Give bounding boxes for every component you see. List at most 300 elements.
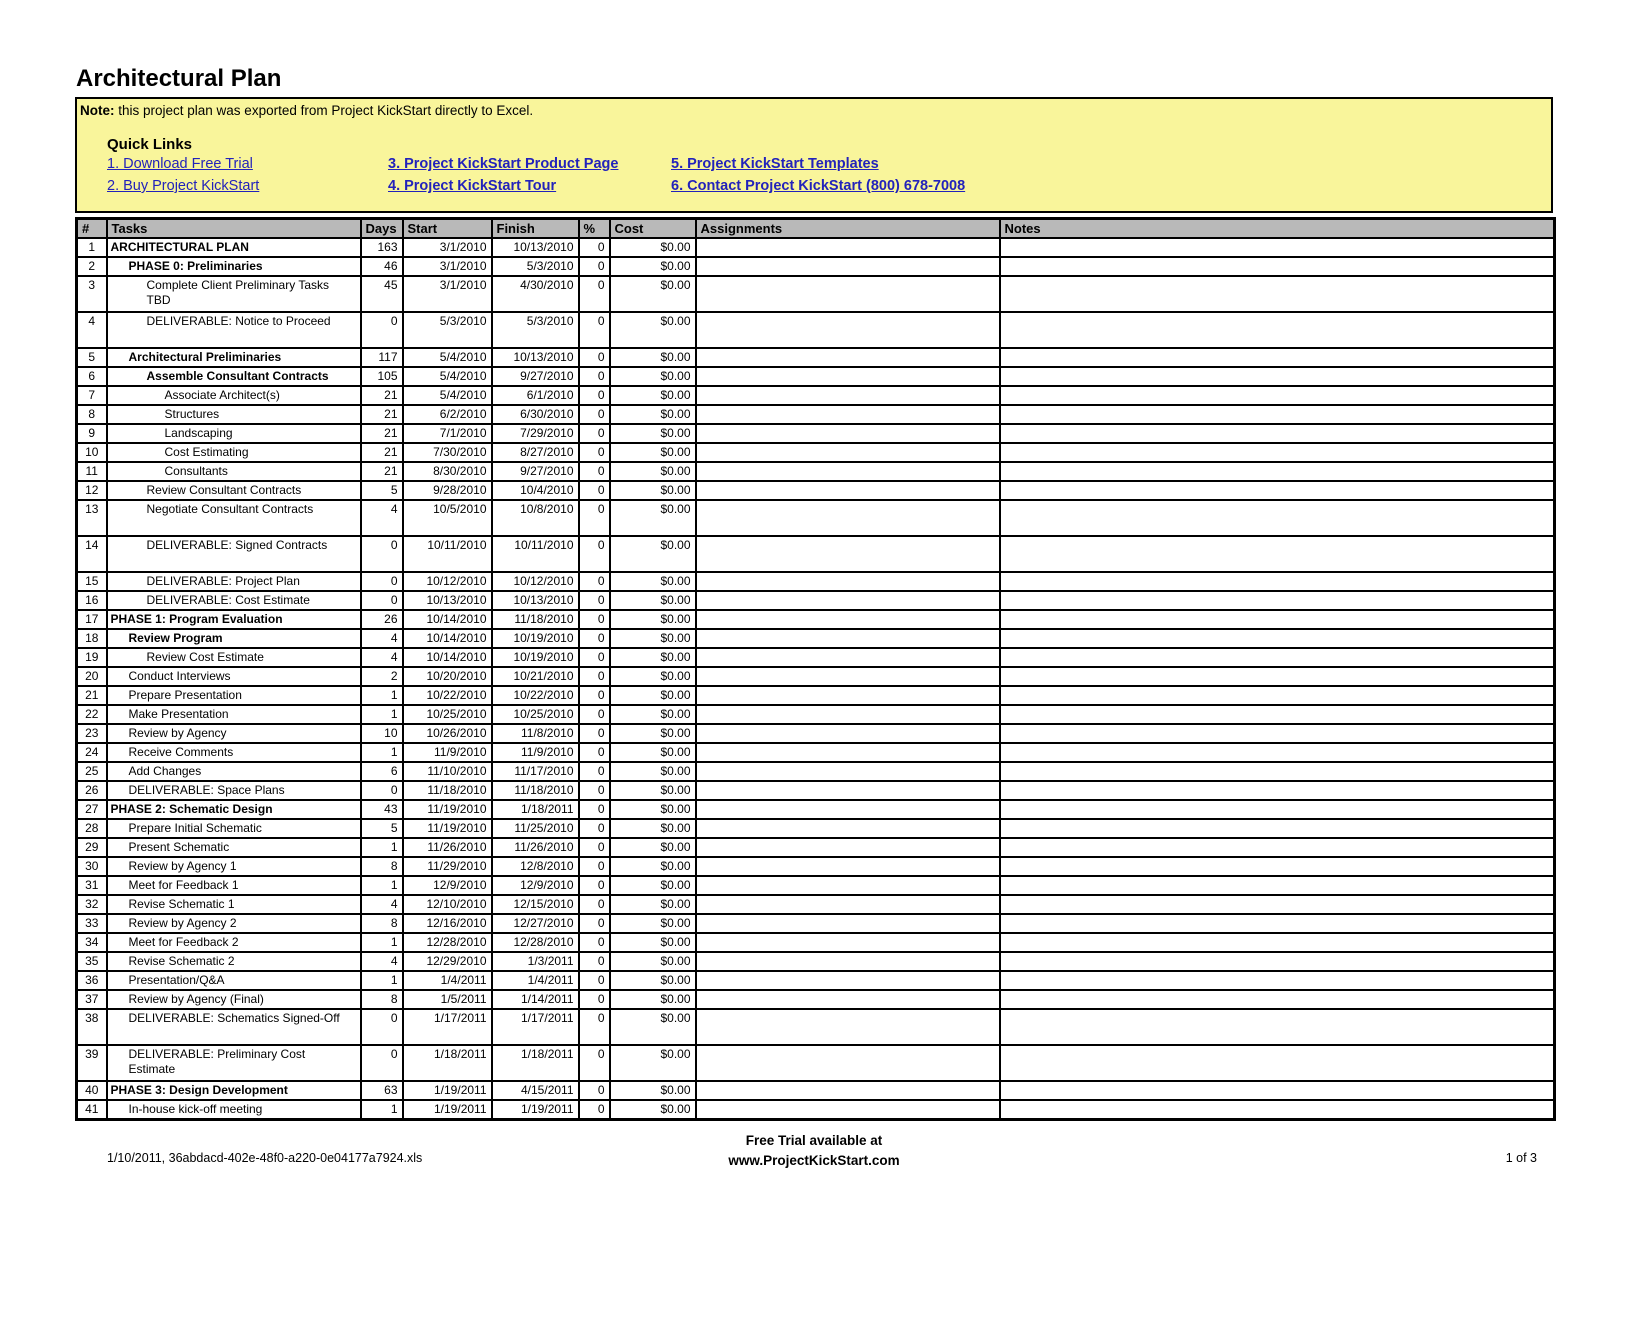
- link-tour[interactable]: 4. Project KickStart Tour: [388, 178, 557, 194]
- cost-cell: $0.00: [610, 724, 696, 743]
- assignments-cell: [696, 386, 1000, 405]
- task-cell: Meet for Feedback 2: [107, 933, 361, 952]
- finish-cell: 1/14/2011: [492, 990, 579, 1009]
- notes-cell: [1000, 971, 1555, 990]
- assignments-cell: [696, 572, 1000, 591]
- table-row: [77, 500, 1555, 536]
- task-cell: DELIVERABLE: Signed Contracts: [107, 536, 361, 572]
- row-number-cell: 2: [77, 257, 107, 276]
- assignments-cell: [696, 1045, 1000, 1081]
- task-cell: Prepare Initial Schematic: [107, 819, 361, 838]
- finish-cell: 12/27/2010: [492, 914, 579, 933]
- percent-cell: 0: [579, 648, 610, 667]
- days-cell: 2: [361, 667, 403, 686]
- row-number-cell: 20: [77, 667, 107, 686]
- row-number-cell: 16: [77, 591, 107, 610]
- days-cell: 6: [361, 762, 403, 781]
- notes-cell: [1000, 686, 1555, 705]
- assignments-cell: [696, 312, 1000, 348]
- finish-cell: 10/4/2010: [492, 481, 579, 500]
- task-cell: Associate Architect(s): [107, 386, 361, 405]
- notes-cell: [1000, 1100, 1555, 1120]
- table-row: [77, 1009, 1555, 1045]
- row-number-cell: 6: [77, 367, 107, 386]
- footer-filename: 1/10/2011, 36abdacd-402e-48f0-a220-0e04177a7924.xls: [107, 1151, 423, 1165]
- days-cell: 4: [361, 952, 403, 971]
- task-cell: DELIVERABLE: Notice to Proceed: [107, 312, 361, 348]
- table-row: [77, 990, 1555, 1009]
- notes-cell: [1000, 724, 1555, 743]
- task-cell-line2: Estimate: [128, 1062, 176, 1076]
- task-cell: Consultants: [107, 462, 361, 481]
- row-number-cell: 26: [77, 781, 107, 800]
- task-cell: PHASE 2: Schematic Design: [107, 800, 361, 819]
- assignments-cell: [696, 610, 1000, 629]
- start-cell: 10/5/2010: [403, 500, 492, 536]
- row-number-cell: 30: [77, 857, 107, 876]
- finish-cell: 10/19/2010: [492, 629, 579, 648]
- task-cell: Revise Schematic 2: [107, 952, 361, 971]
- table-row: [77, 443, 1555, 462]
- row-number-cell: 41: [77, 1100, 107, 1120]
- task-cell: Meet for Feedback 1: [107, 876, 361, 895]
- percent-cell: 0: [579, 257, 610, 276]
- notes-cell: [1000, 667, 1555, 686]
- finish-cell: 12/28/2010: [492, 933, 579, 952]
- notes-cell: [1000, 895, 1555, 914]
- notes-cell: [1000, 800, 1555, 819]
- row-number-cell: 32: [77, 895, 107, 914]
- assignments-cell: [696, 990, 1000, 1009]
- days-cell: 1: [361, 838, 403, 857]
- cost-cell: $0.00: [610, 405, 696, 424]
- assignments-cell: [696, 405, 1000, 424]
- finish-cell: 11/18/2010: [492, 781, 579, 800]
- task-cell-line2: TBD: [146, 293, 171, 307]
- task-cell: In-house kick-off meeting: [107, 1100, 361, 1120]
- link-product-page[interactable]: 3. Project KickStart Product Page: [388, 156, 619, 172]
- assignments-cell: [696, 648, 1000, 667]
- cost-cell: $0.00: [610, 705, 696, 724]
- table-row: [77, 536, 1555, 572]
- start-cell: 12/10/2010: [403, 895, 492, 914]
- cost-cell: $0.00: [610, 990, 696, 1009]
- days-cell: 0: [361, 536, 403, 572]
- start-cell: 11/29/2010: [403, 857, 492, 876]
- days-cell: 163: [361, 238, 403, 257]
- assignments-cell: [696, 895, 1000, 914]
- task-cell: Review by Agency (Final): [107, 990, 361, 1009]
- percent-cell: 0: [579, 1100, 610, 1120]
- start-cell: 3/1/2010: [403, 238, 492, 257]
- percent-cell: 0: [579, 312, 610, 348]
- days-cell: 63: [361, 1081, 403, 1100]
- percent-cell: 0: [579, 386, 610, 405]
- table-row: [77, 462, 1555, 481]
- table-row: [77, 876, 1555, 895]
- cost-cell: $0.00: [610, 895, 696, 914]
- table-row: [77, 686, 1555, 705]
- cost-cell: $0.00: [610, 610, 696, 629]
- start-cell: 7/30/2010: [403, 443, 492, 462]
- col-header-percent: %: [579, 219, 610, 239]
- row-number-cell: 7: [77, 386, 107, 405]
- notes-cell: [1000, 933, 1555, 952]
- task-cell: DELIVERABLE: Schematics Signed-Off: [107, 1009, 361, 1045]
- col-header-notes: Notes: [1000, 219, 1555, 239]
- percent-cell: 0: [579, 667, 610, 686]
- table-row: [77, 952, 1555, 971]
- notes-cell: [1000, 952, 1555, 971]
- task-cell: Negotiate Consultant Contracts: [107, 500, 361, 536]
- assignments-cell: [696, 743, 1000, 762]
- finish-cell: 10/13/2010: [492, 348, 579, 367]
- start-cell: 10/26/2010: [403, 724, 492, 743]
- start-cell: 11/9/2010: [403, 743, 492, 762]
- start-cell: 11/19/2010: [403, 819, 492, 838]
- cost-cell: $0.00: [610, 762, 696, 781]
- days-cell: 21: [361, 462, 403, 481]
- days-cell: 4: [361, 500, 403, 536]
- percent-cell: 0: [579, 838, 610, 857]
- assignments-cell: [696, 629, 1000, 648]
- notes-cell: [1000, 276, 1555, 312]
- notes-cell: [1000, 443, 1555, 462]
- finish-cell: 10/19/2010: [492, 648, 579, 667]
- task-cell: PHASE 3: Design Development: [107, 1081, 361, 1100]
- cost-cell: $0.00: [610, 819, 696, 838]
- cost-cell: $0.00: [610, 933, 696, 952]
- link-download-free-trial[interactable]: 1. Download Free Trial: [107, 156, 253, 172]
- cost-cell: $0.00: [610, 257, 696, 276]
- start-cell: 5/3/2010: [403, 312, 492, 348]
- footer-page-number: 1 of 3: [1505, 1151, 1537, 1165]
- days-cell: 0: [361, 781, 403, 800]
- finish-cell: 5/3/2010: [492, 257, 579, 276]
- col-header-days: Days: [361, 219, 403, 239]
- percent-cell: 0: [579, 876, 610, 895]
- task-cell: Structures: [107, 405, 361, 424]
- table-row: [77, 1100, 1555, 1120]
- cost-cell: $0.00: [610, 1100, 696, 1120]
- start-cell: 12/9/2010: [403, 876, 492, 895]
- task-cell: DELIVERABLE: Project Plan: [107, 572, 361, 591]
- days-cell: 0: [361, 1045, 403, 1081]
- days-cell: 21: [361, 424, 403, 443]
- start-cell: 10/25/2010: [403, 705, 492, 724]
- row-number-cell: 33: [77, 914, 107, 933]
- task-cell: DELIVERABLE: Cost Estimate: [107, 591, 361, 610]
- footer-promo-line2: www.ProjectKickStart.com: [728, 1153, 900, 1168]
- task-cell: PHASE 1: Program Evaluation: [107, 610, 361, 629]
- days-cell: 1: [361, 1100, 403, 1120]
- table-row: [77, 800, 1555, 819]
- table-row: [77, 1045, 1555, 1081]
- col-header-finish: Finish: [492, 219, 579, 239]
- table-row: [77, 348, 1555, 367]
- percent-cell: 0: [579, 629, 610, 648]
- finish-cell: 10/8/2010: [492, 500, 579, 536]
- cost-cell: $0.00: [610, 348, 696, 367]
- notes-cell: [1000, 536, 1555, 572]
- cost-cell: $0.00: [610, 629, 696, 648]
- table-row: [77, 724, 1555, 743]
- assignments-cell: [696, 686, 1000, 705]
- assignments-cell: [696, 762, 1000, 781]
- notes-cell: [1000, 424, 1555, 443]
- start-cell: 11/26/2010: [403, 838, 492, 857]
- task-cell: Review by Agency 1: [107, 857, 361, 876]
- task-table: [75, 217, 1556, 1121]
- percent-cell: 0: [579, 1081, 610, 1100]
- notes-cell: [1000, 762, 1555, 781]
- finish-cell: 6/1/2010: [492, 386, 579, 405]
- task-cell: Make Presentation: [107, 705, 361, 724]
- table-row: [77, 386, 1555, 405]
- table-row: [77, 367, 1555, 386]
- cost-cell: $0.00: [610, 367, 696, 386]
- finish-cell: 10/25/2010: [492, 705, 579, 724]
- cost-cell: $0.00: [610, 857, 696, 876]
- start-cell: 5/4/2010: [403, 367, 492, 386]
- start-cell: 12/16/2010: [403, 914, 492, 933]
- assignments-cell: [696, 257, 1000, 276]
- table-row: [77, 743, 1555, 762]
- assignments-cell: [696, 667, 1000, 686]
- assignments-cell: [696, 462, 1000, 481]
- row-number-cell: 11: [77, 462, 107, 481]
- row-number-cell: 23: [77, 724, 107, 743]
- finish-cell: 1/18/2011: [492, 800, 579, 819]
- start-cell: 1/19/2011: [403, 1081, 492, 1100]
- days-cell: 4: [361, 629, 403, 648]
- row-number-cell: 8: [77, 405, 107, 424]
- finish-cell: 10/13/2010: [492, 591, 579, 610]
- cost-cell: $0.00: [610, 1045, 696, 1081]
- task-cell: Receive Comments: [107, 743, 361, 762]
- task-cell: Review Consultant Contracts: [107, 481, 361, 500]
- notes-cell: [1000, 348, 1555, 367]
- days-cell: 43: [361, 800, 403, 819]
- percent-cell: 0: [579, 952, 610, 971]
- table-row: [77, 705, 1555, 724]
- finish-cell: 11/8/2010: [492, 724, 579, 743]
- assignments-cell: [696, 238, 1000, 257]
- finish-cell: 11/17/2010: [492, 762, 579, 781]
- table-row: [77, 238, 1555, 257]
- col-header-tasks: Tasks: [107, 219, 361, 239]
- cost-cell: $0.00: [610, 312, 696, 348]
- task-cell: Complete Client Preliminary Tasks TBD: [107, 276, 361, 312]
- percent-cell: 0: [579, 367, 610, 386]
- percent-cell: 0: [579, 610, 610, 629]
- row-number-cell: 39: [77, 1045, 107, 1081]
- start-cell: 1/18/2011: [403, 1045, 492, 1081]
- page-title: Architectural Plan: [76, 65, 282, 92]
- task-cell: Add Changes: [107, 762, 361, 781]
- row-number-cell: 25: [77, 762, 107, 781]
- cost-cell: $0.00: [610, 462, 696, 481]
- notes-cell: [1000, 591, 1555, 610]
- col-header-num: #: [77, 219, 107, 239]
- start-cell: 10/12/2010: [403, 572, 492, 591]
- note-label: Note:: [80, 103, 115, 118]
- task-cell: Review by Agency 2: [107, 914, 361, 933]
- cost-cell: $0.00: [610, 238, 696, 257]
- percent-cell: 0: [579, 591, 610, 610]
- assignments-cell: [696, 481, 1000, 500]
- start-cell: 9/28/2010: [403, 481, 492, 500]
- finish-cell: 10/21/2010: [492, 667, 579, 686]
- finish-cell: 9/27/2010: [492, 367, 579, 386]
- row-number-cell: 35: [77, 952, 107, 971]
- start-cell: 8/30/2010: [403, 462, 492, 481]
- finish-cell: 9/27/2010: [492, 462, 579, 481]
- finish-cell: 1/17/2011: [492, 1009, 579, 1045]
- days-cell: 26: [361, 610, 403, 629]
- notes-cell: [1000, 610, 1555, 629]
- link-buy-project-kickstart[interactable]: 2. Buy Project KickStart: [107, 178, 260, 194]
- percent-cell: 0: [579, 762, 610, 781]
- cost-cell: $0.00: [610, 481, 696, 500]
- task-cell: Review Program: [107, 629, 361, 648]
- row-number-cell: 18: [77, 629, 107, 648]
- start-cell: 10/14/2010: [403, 629, 492, 648]
- notes-cell: [1000, 1045, 1555, 1081]
- percent-cell: 0: [579, 1009, 610, 1045]
- days-cell: 46: [361, 257, 403, 276]
- assignments-cell: [696, 952, 1000, 971]
- finish-cell: 10/11/2010: [492, 536, 579, 572]
- task-table-header: [77, 219, 1555, 239]
- notes-cell: [1000, 1009, 1555, 1045]
- notes-cell: [1000, 500, 1555, 536]
- days-cell: 1: [361, 743, 403, 762]
- notes-cell: [1000, 629, 1555, 648]
- assignments-cell: [696, 971, 1000, 990]
- cost-cell: $0.00: [610, 536, 696, 572]
- days-cell: 5: [361, 481, 403, 500]
- table-row: [77, 629, 1555, 648]
- start-cell: 3/1/2010: [403, 276, 492, 312]
- row-number-cell: 28: [77, 819, 107, 838]
- task-cell: PHASE 0: Preliminaries: [107, 257, 361, 276]
- days-cell: 0: [361, 591, 403, 610]
- start-cell: 1/17/2011: [403, 1009, 492, 1045]
- row-number-cell: 13: [77, 500, 107, 536]
- start-cell: 1/5/2011: [403, 990, 492, 1009]
- task-cell: Present Schematic: [107, 838, 361, 857]
- table-row: [77, 610, 1555, 629]
- start-cell: 10/20/2010: [403, 667, 492, 686]
- task-cell: DELIVERABLE: Space Plans: [107, 781, 361, 800]
- cost-cell: $0.00: [610, 743, 696, 762]
- table-row: [77, 481, 1555, 500]
- start-cell: 7/1/2010: [403, 424, 492, 443]
- percent-cell: 0: [579, 686, 610, 705]
- row-number-cell: 21: [77, 686, 107, 705]
- assignments-cell: [696, 1081, 1000, 1100]
- assignments-cell: [696, 781, 1000, 800]
- row-number-cell: 10: [77, 443, 107, 462]
- days-cell: 8: [361, 990, 403, 1009]
- percent-cell: 0: [579, 481, 610, 500]
- task-rows: [77, 238, 1555, 1120]
- link-contact[interactable]: 6. Contact Project KickStart (800) 678-7008: [671, 178, 966, 194]
- percent-cell: 0: [579, 276, 610, 312]
- cost-cell: $0.00: [610, 800, 696, 819]
- notes-cell: [1000, 1081, 1555, 1100]
- task-cell: Conduct Interviews: [107, 667, 361, 686]
- percent-cell: 0: [579, 462, 610, 481]
- percent-cell: 0: [579, 536, 610, 572]
- percent-cell: 0: [579, 800, 610, 819]
- percent-cell: 0: [579, 1045, 610, 1081]
- table-row: [77, 572, 1555, 591]
- start-cell: 10/11/2010: [403, 536, 492, 572]
- table-row: [77, 1081, 1555, 1100]
- task-cell: Cost Estimating: [107, 443, 361, 462]
- finish-cell: 11/9/2010: [492, 743, 579, 762]
- task-cell: Presentation/Q&A: [107, 971, 361, 990]
- percent-cell: 0: [579, 424, 610, 443]
- days-cell: 8: [361, 857, 403, 876]
- row-number-cell: 15: [77, 572, 107, 591]
- assignments-cell: [696, 838, 1000, 857]
- finish-cell: 10/12/2010: [492, 572, 579, 591]
- col-header-start: Start: [403, 219, 492, 239]
- row-number-cell: 1: [77, 238, 107, 257]
- table-row: [77, 914, 1555, 933]
- finish-cell: 12/8/2010: [492, 857, 579, 876]
- days-cell: 45: [361, 276, 403, 312]
- notes-cell: [1000, 462, 1555, 481]
- days-cell: 0: [361, 312, 403, 348]
- table-row: [77, 838, 1555, 857]
- task-cell: Review by Agency: [107, 724, 361, 743]
- col-header-cost: Cost: [610, 219, 696, 239]
- footer-promo: [728, 1131, 899, 1171]
- start-cell: 12/29/2010: [403, 952, 492, 971]
- assignments-cell: [696, 536, 1000, 572]
- task-cell: Prepare Presentation: [107, 686, 361, 705]
- percent-cell: 0: [579, 971, 610, 990]
- link-templates[interactable]: 5. Project KickStart Templates: [671, 156, 879, 172]
- start-cell: 1/19/2011: [403, 1100, 492, 1120]
- notes-cell: [1000, 405, 1555, 424]
- percent-cell: 0: [579, 705, 610, 724]
- days-cell: 21: [361, 443, 403, 462]
- table-row: [77, 405, 1555, 424]
- notes-cell: [1000, 257, 1555, 276]
- days-cell: 1: [361, 705, 403, 724]
- header-row: [77, 219, 1555, 239]
- cost-cell: $0.00: [610, 667, 696, 686]
- percent-cell: 0: [579, 405, 610, 424]
- notes-cell: [1000, 857, 1555, 876]
- notes-cell: [1000, 914, 1555, 933]
- finish-cell: 5/3/2010: [492, 312, 579, 348]
- cost-cell: $0.00: [610, 276, 696, 312]
- finish-cell: 1/4/2011: [492, 971, 579, 990]
- cost-cell: $0.00: [610, 500, 696, 536]
- row-number-cell: 3: [77, 276, 107, 312]
- row-number-cell: 24: [77, 743, 107, 762]
- assignments-cell: [696, 348, 1000, 367]
- row-number-cell: 36: [77, 971, 107, 990]
- days-cell: 8: [361, 914, 403, 933]
- days-cell: 4: [361, 648, 403, 667]
